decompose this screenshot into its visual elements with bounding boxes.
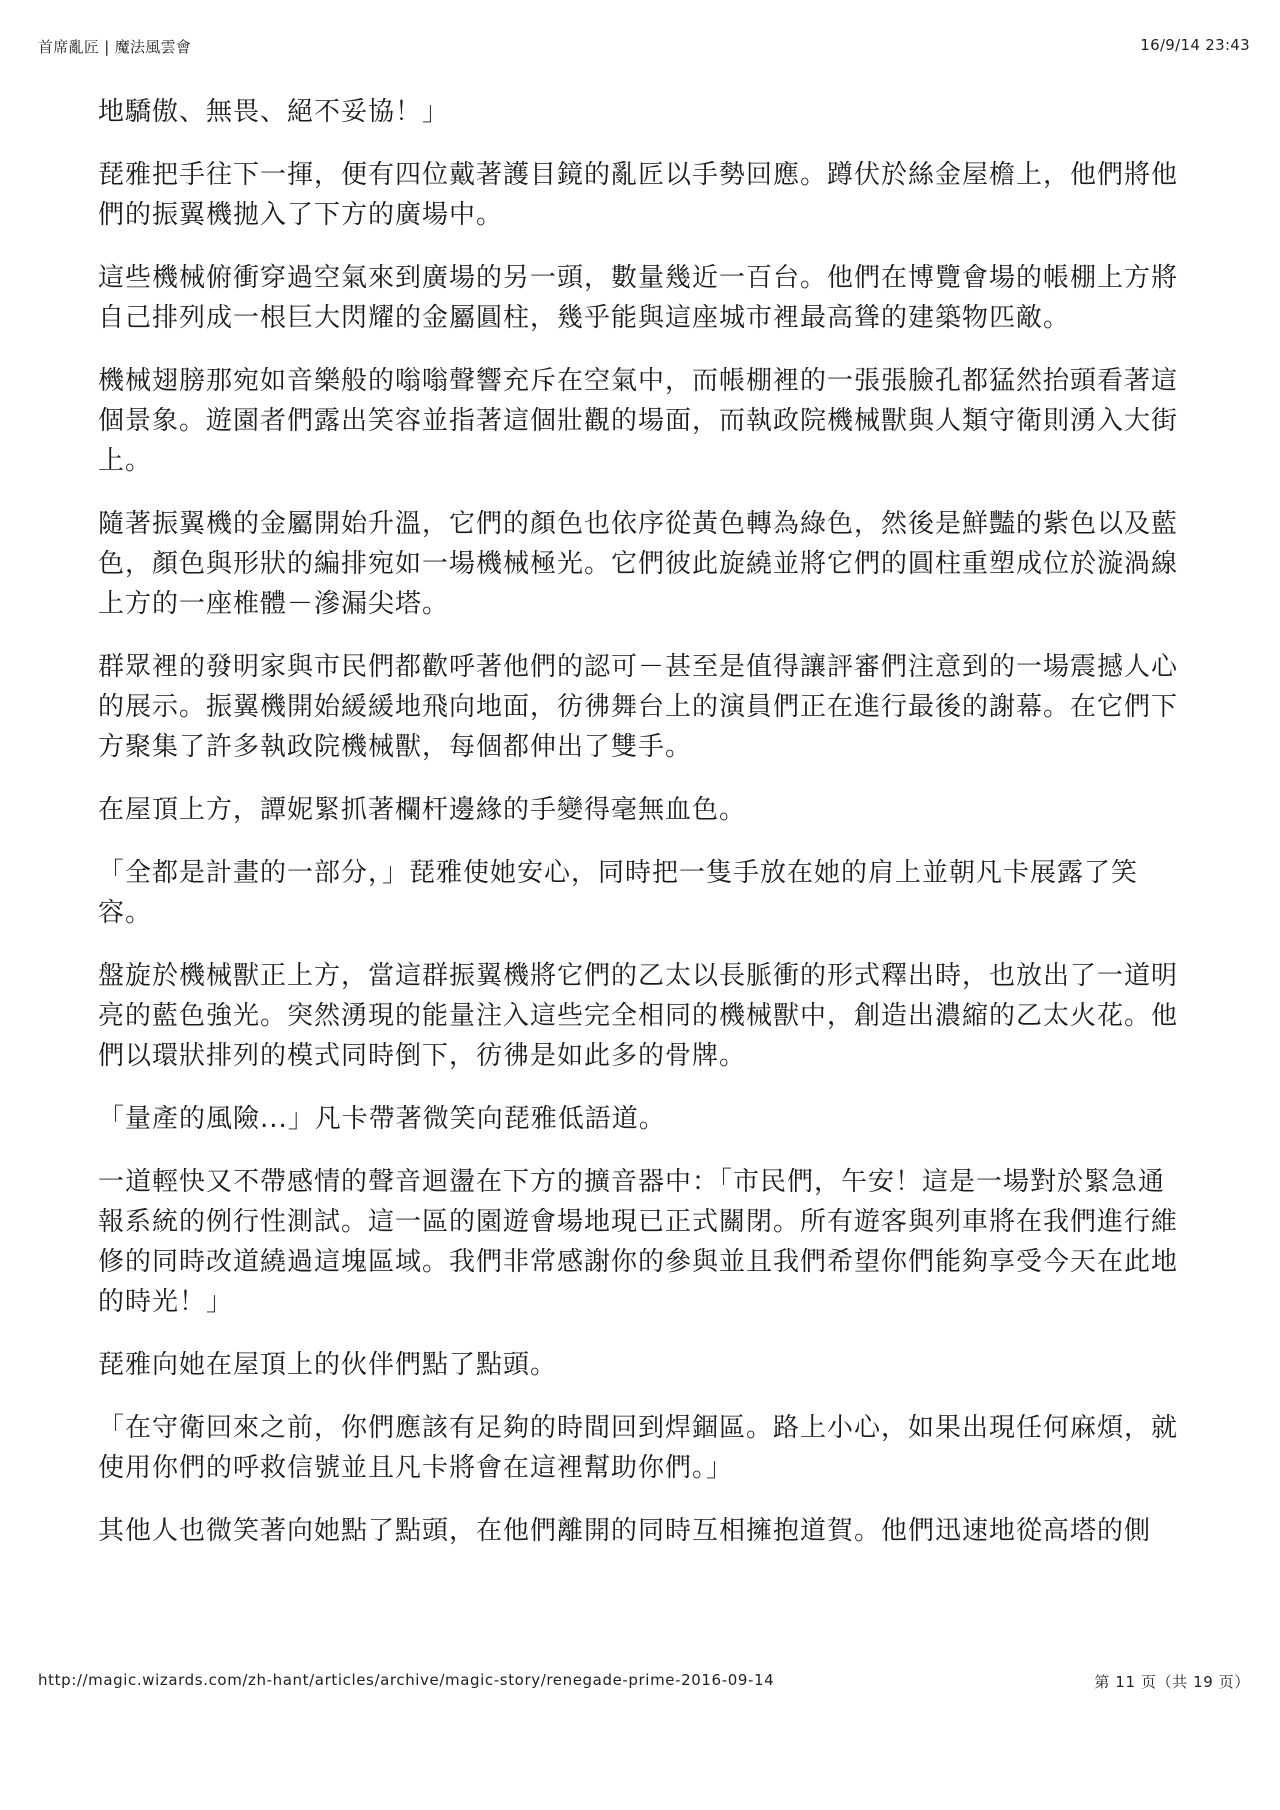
page-title: 首席亂匠 | 魔法風雲會	[38, 38, 192, 56]
paragraph: 盤旋於機械獸正上方，當這群振翼機將它們的乙太以長脈衝的形式釋出時，也放出了一道明亮的藍色強光。突然湧現的能量注入這些完全相同的機械獸中，創造出濃縮的乙太火花。他們以環狀排列的模式同時倒下，彷彿是如此多的骨牌。	[98, 961, 1179, 1071]
source-url: http://magic.wizards.com/zh-hant/articles/archive/magic-story/renegade-prime-2016-09-14	[38, 1671, 775, 1689]
paragraph: 在屋頂上方，譚妮緊抓著欄杆邊緣的手變得毫無血色。	[98, 795, 747, 825]
paragraph: 「在守衛回來之前，你們應該有足夠的時間回到焊錮區。路上小心，如果出現任何麻煩，就使用你們的呼救信號並且凡卡將會在這裡幫助你們。」	[98, 1413, 1179, 1483]
paragraph: 琵雅向她在屋頂上的伙伴們點了點頭。	[98, 1350, 558, 1380]
page-header	[38, 36, 1250, 56]
paragraph: 其他人也微笑著向她點了點頭，在他們離開的同時互相擁抱道賀。他們迅速地從高塔的側	[98, 1516, 1152, 1546]
paragraph: 「量產的風險...」凡卡帶著微笑向琵雅低語道。	[98, 1104, 666, 1134]
page-number: 第 11 页（共 19 页）	[1094, 1673, 1250, 1691]
paragraph: 機械翅膀那宛如音樂般的嗡嗡聲響充斥在空氣中，而帳棚裡的一張張臉孔都猛然抬頭看著這個景象。遊園者們露出笑容並指著這個壯觀的場面，而執政院機械獸與人類守衛則湧入大街上。	[98, 366, 1179, 476]
paragraph: 琵雅把手往下一揮，便有四位戴著護目鏡的亂匠以手勢回應。蹲伏於絲金屋檐上，他們將他們的振翼機拋入了下方的廣場中。	[98, 160, 1179, 230]
paragraph: 「全都是計畫的一部分，」琵雅使她安心，同時把一隻手放在她的肩上並朝凡卡展露了笑容。	[98, 858, 1139, 928]
print-datetime: 16/9/14 23:43	[1140, 36, 1250, 54]
article-body	[98, 92, 1188, 1574]
paragraph: 群眾裡的發明家與市民們都歡呼著他們的認可－甚至是值得讓評審們注意到的一場震撼人心的展示。振翼機開始緩緩地飛向地面，彷彿舞台上的演員們正在進行最後的謝幕。在它們下方聚集了許多執政院機械獸，每個都伸出了雙手。	[98, 652, 1179, 762]
paragraph: 地驕傲、無畏、絕不妥協！」	[98, 97, 450, 127]
paragraph: 一道輕快又不帶感情的聲音迴盪在下方的擴音器中：「市民們，午安！這是一場對於緊急通報系統的例行性測試。這一區的園遊會場地現已正式關閉。所有遊客與列車將在我們進行維修的同時改道繞過這塊區域。我們非常感謝你的參與並且我們希望你們能夠享受今天在此地的時光！」	[98, 1167, 1179, 1317]
paragraph: 這些機械俯衝穿過空氣來到廣場的另一頭，數量幾近一百台。他們在博覽會場的帳棚上方將自己排列成一根巨大閃耀的金屬圓柱，幾乎能與這座城市裡最高聳的建築物匹敵。	[98, 263, 1179, 333]
paragraph: 隨著振翼機的金屬開始升溫，它們的顏色也依序從黃色轉為綠色，然後是鮮豔的紫色以及藍色，顏色與形狀的編排宛如一場機械極光。它們彼此旋繞並將它們的圓柱重塑成位於漩渦線上方的一座椎體－滲漏尖塔。	[98, 509, 1179, 619]
page-footer	[38, 1671, 1250, 1691]
